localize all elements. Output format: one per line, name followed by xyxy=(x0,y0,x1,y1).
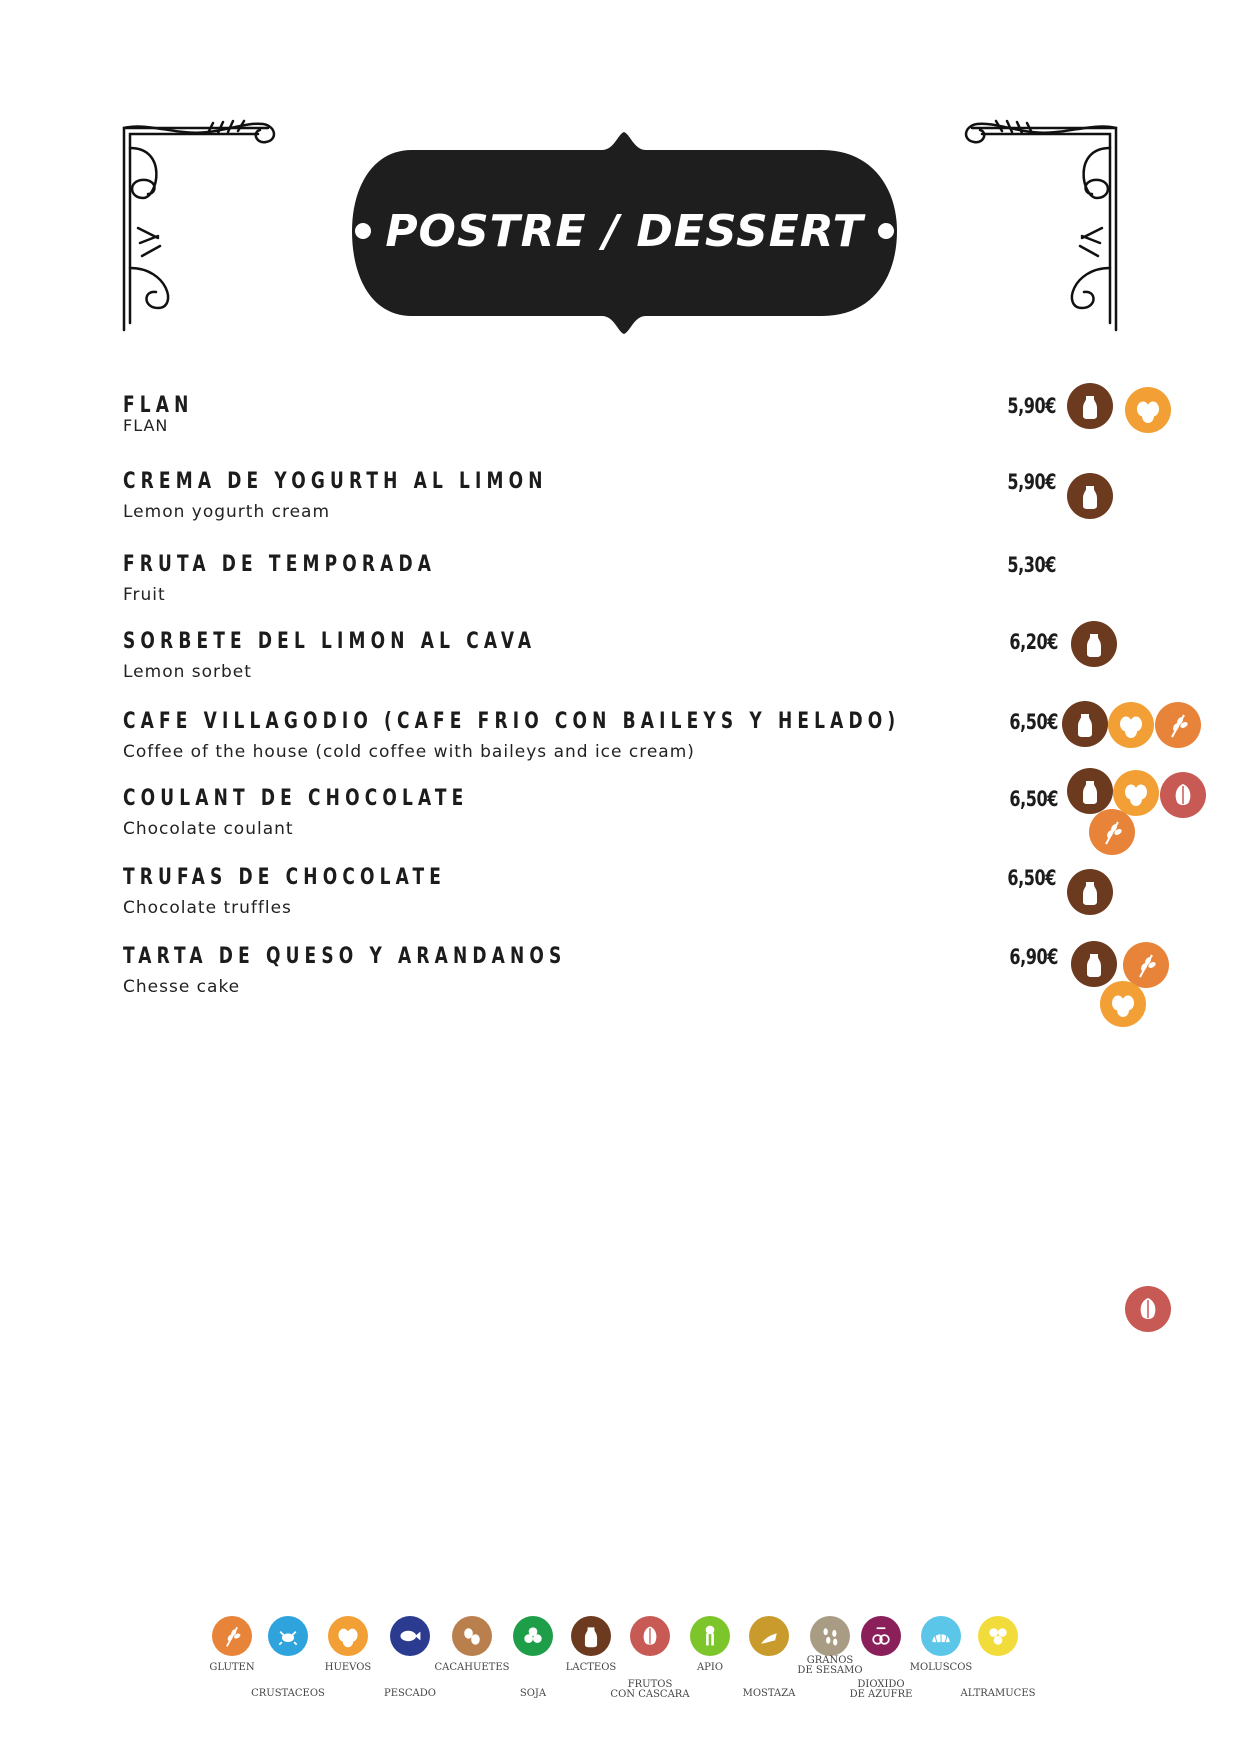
frutos-cascara-icon xyxy=(1125,1286,1171,1332)
legend-label: CACAHUETES xyxy=(434,1662,510,1673)
item-name: FLAN xyxy=(123,393,194,418)
legend-label: GLUTEN xyxy=(209,1662,255,1673)
azufre-icon xyxy=(861,1616,901,1656)
legend-label: ALTRAMUCES xyxy=(960,1688,1036,1699)
lacteos-icon xyxy=(1067,473,1113,519)
legend-label: LACTEOS xyxy=(565,1662,617,1673)
huevos-icon xyxy=(1125,387,1171,433)
item-price: 5,30€ xyxy=(1007,553,1056,577)
item-price: 6,50€ xyxy=(1007,866,1056,890)
soja-icon xyxy=(513,1616,553,1656)
item-description: FLAN xyxy=(123,416,169,435)
crustaceos-icon xyxy=(268,1616,308,1656)
lacteos-icon xyxy=(1071,941,1117,987)
legend-label: MOLUSCOS xyxy=(909,1662,973,1673)
cacahuetes-icon xyxy=(452,1616,492,1656)
corner-ornament-right xyxy=(962,118,1122,338)
pescado-icon xyxy=(390,1616,430,1656)
item-name: TARTA DE QUESO Y ARANDANOS xyxy=(123,944,567,969)
legend-label: CRUSTACEOS xyxy=(251,1688,325,1699)
item-name: COULANT DE CHOCOLATE xyxy=(123,786,469,811)
item-price: 6,50€ xyxy=(1009,710,1058,734)
item-description: Lemon yogurth cream xyxy=(123,502,331,522)
lacteos-icon xyxy=(1067,383,1113,429)
huevos-icon xyxy=(1113,770,1159,816)
moluscos-icon xyxy=(921,1616,961,1656)
title-bullet-left xyxy=(355,223,371,239)
gluten-icon xyxy=(1155,702,1201,748)
menu-item xyxy=(123,468,1123,522)
lacteos-icon xyxy=(1071,621,1117,667)
item-description: Fruit xyxy=(123,585,166,605)
menu-item xyxy=(123,628,1123,682)
legend-label: FRUTOS CON CASCARA xyxy=(610,1679,690,1700)
lacteos-icon xyxy=(1062,701,1108,747)
menu-item xyxy=(123,864,1123,918)
gluten-icon xyxy=(1089,809,1135,855)
menu-item xyxy=(123,392,1123,435)
item-name: CREMA DE YOGURTH AL LIMON xyxy=(123,469,548,494)
apio-icon xyxy=(690,1616,730,1656)
item-price: 5,90€ xyxy=(1007,394,1056,418)
item-name: FRUTA DE TEMPORADA xyxy=(123,552,437,577)
page-title-text: POSTRE / DESSERT xyxy=(385,205,864,257)
altramuces-icon xyxy=(978,1616,1018,1656)
huevos-icon xyxy=(1108,702,1154,748)
menu-item xyxy=(123,943,1123,997)
item-name: SORBETE DEL LIMON AL CAVA xyxy=(123,629,537,654)
legend-label: PESCADO xyxy=(384,1688,436,1699)
item-name: CAFE VILLAGODIO (CAFE FRIO CON BAILEYS Y HELADO) xyxy=(123,709,901,734)
item-description: Chocolate coulant xyxy=(123,819,294,839)
corner-ornament-left xyxy=(118,118,278,338)
legend-label: APIO xyxy=(696,1662,724,1673)
item-price: 6,50€ xyxy=(1009,787,1058,811)
lacteos-icon xyxy=(1067,768,1113,814)
legend-label: GRANOS DE SESAMO xyxy=(797,1655,863,1676)
frutos-cascara-icon xyxy=(1160,772,1206,818)
title-bullet-right xyxy=(878,223,894,239)
item-price: 6,20€ xyxy=(1009,630,1058,654)
huevos-icon xyxy=(328,1616,368,1656)
lacteos-icon xyxy=(571,1616,611,1656)
sesamo-icon xyxy=(810,1616,850,1656)
item-description: Coffee of the house (cold coffee with baileys and ice cream) xyxy=(123,742,695,762)
page-title xyxy=(352,196,897,266)
item-description: Lemon sorbet xyxy=(123,662,252,682)
mostaza-icon xyxy=(749,1616,789,1656)
legend-label: SOJA xyxy=(519,1688,547,1699)
item-description: Chesse cake xyxy=(123,977,241,997)
item-price: 5,90€ xyxy=(1007,470,1056,494)
item-name: TRUFAS DE CHOCOLATE xyxy=(123,865,447,890)
legend-label: DIOXIDO DE AZUFRE xyxy=(849,1679,913,1700)
item-price: 6,90€ xyxy=(1009,945,1058,969)
frutos-cascara-icon xyxy=(630,1616,670,1656)
menu-item xyxy=(123,785,1123,839)
menu-item xyxy=(123,551,1123,605)
menu-item xyxy=(123,708,1123,762)
legend-label: HUEVOS xyxy=(324,1662,372,1673)
huevos-icon xyxy=(1100,981,1146,1027)
lacteos-icon xyxy=(1067,869,1113,915)
legend-label: MOSTAZA xyxy=(742,1688,796,1699)
gluten-icon xyxy=(212,1616,252,1656)
item-description: Chocolate truffles xyxy=(123,898,292,918)
